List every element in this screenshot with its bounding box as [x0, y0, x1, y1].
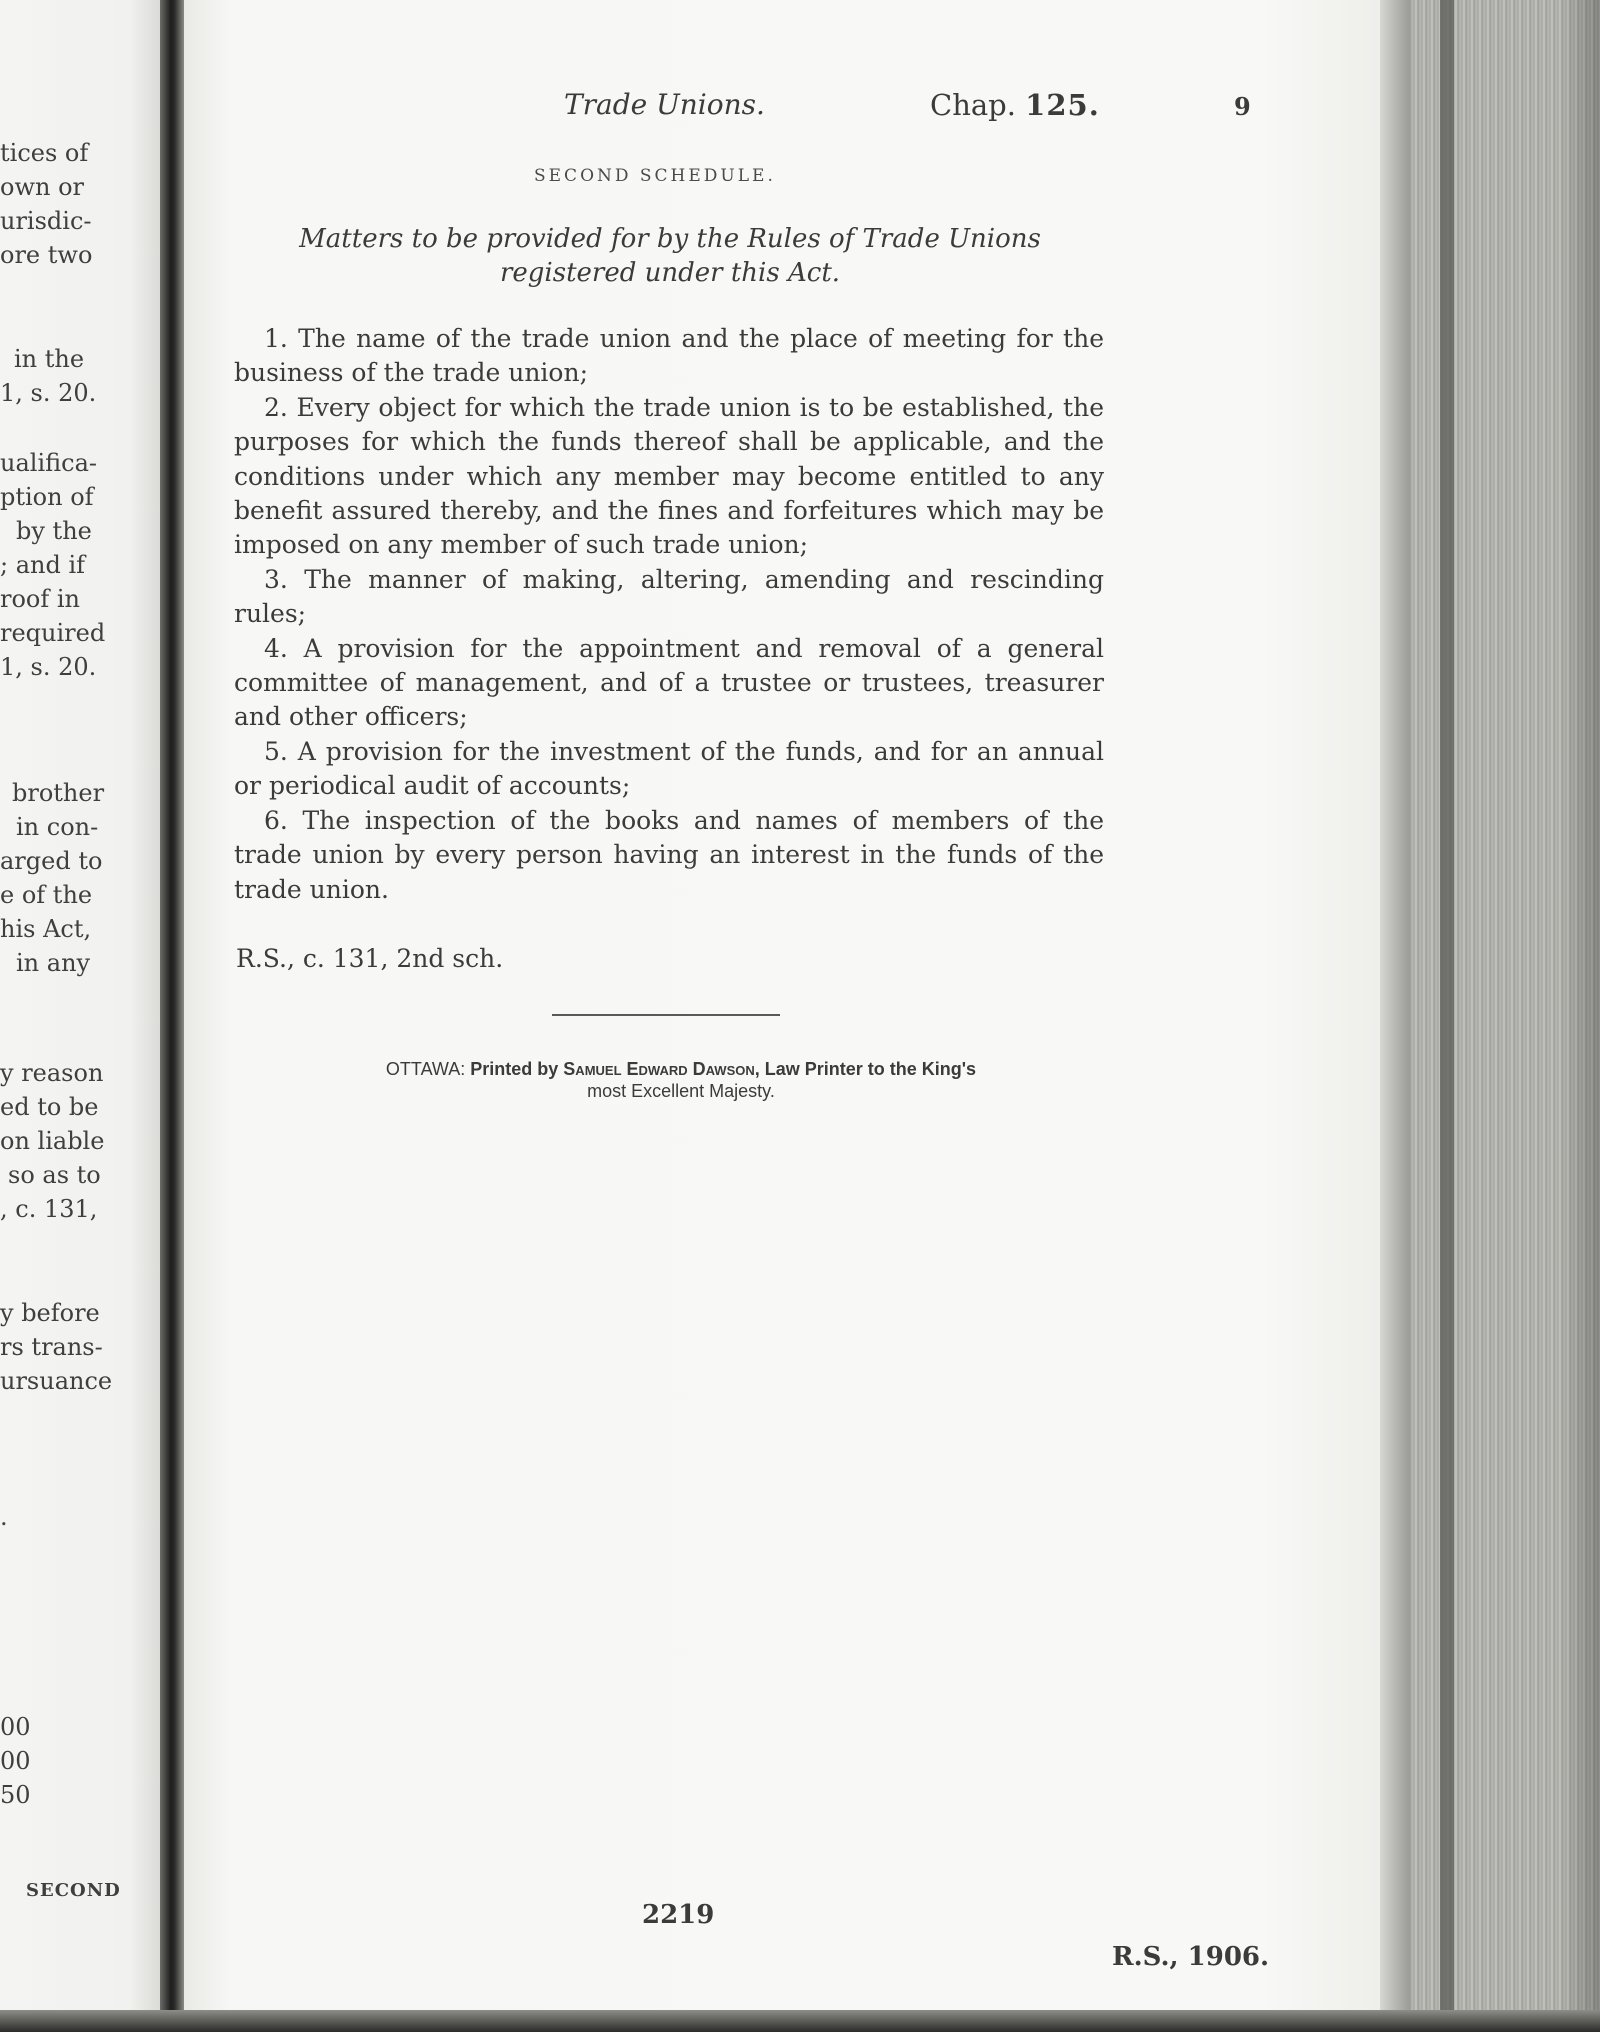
left-fragment: ption of: [0, 483, 94, 511]
left-fragment: roof in: [0, 585, 81, 613]
left-fragment: 00: [0, 1747, 31, 1775]
chapter-label-text: Chap.: [930, 88, 1016, 122]
chapter-number: 125.: [1025, 88, 1100, 122]
fore-edge-shade: [1380, 0, 1410, 2032]
imprint-printer: Samuel Edward Dawson: [563, 1059, 755, 1079]
divider-rule: [552, 1014, 780, 1016]
left-fragment: brother: [12, 779, 105, 807]
left-fragment: ursuance: [0, 1367, 113, 1395]
left-fragment: in any: [16, 949, 91, 977]
schedule-subtitle: [240, 222, 1100, 290]
left-fragment: 1, s. 20.: [0, 653, 97, 681]
left-fragment: rs trans-: [0, 1333, 103, 1361]
left-fragment: urisdic-: [0, 207, 92, 235]
book-gutter: [160, 0, 184, 2032]
left-fragment: so as to: [8, 1161, 101, 1189]
statute-citation: R.S., c. 131, 2nd sch.: [236, 944, 504, 973]
schedule-subtitle-line: Matters to be provided for by the Rules of Trade Unions: [299, 224, 1041, 254]
left-fragment: ed to be: [0, 1093, 99, 1121]
left-fragment: his Act,: [0, 915, 92, 943]
left-fragment: y before: [0, 1299, 100, 1327]
left-fragment: , c. 131,: [0, 1195, 98, 1223]
left-fragment: by the: [16, 517, 92, 545]
left-fragment: tices of: [0, 139, 89, 167]
left-fragment: ore two: [0, 241, 93, 269]
left-fragment: 00: [0, 1713, 31, 1741]
imprint-place: OTTAWA:: [385, 1059, 466, 1079]
schedule-item: 3. The manner of making, altering, amending and rescinding rules;: [234, 564, 1104, 629]
running-title: Trade Unions.: [564, 88, 765, 121]
schedule-item: 6. The inspection of the books and names of members of the trade union by every person having an interest in the funds of the trade union.: [234, 805, 1104, 904]
left-fragment: arged to: [0, 847, 103, 875]
left-fragment: own or: [0, 173, 84, 201]
schedule-item: 1. The name of the trade union and the place of meeting for the business of the trade union;: [234, 324, 1104, 388]
schedule-subtitle-line: registered under this Act.: [499, 258, 841, 288]
main-page: [184, 0, 1380, 2032]
left-page: [0, 0, 162, 2032]
left-fragment: y reason: [0, 1059, 104, 1087]
left-fragment: in the: [14, 345, 85, 373]
left-fragment: e of the: [0, 881, 93, 909]
imprint-printed-by: Printed by: [470, 1059, 559, 1079]
footer-page-total: 2219: [642, 1900, 715, 1930]
book-fore-edge: [1380, 0, 1600, 2032]
left-fragment: ; and if: [0, 551, 86, 579]
left-fragment: ualifica-: [0, 449, 97, 477]
fore-edge-shadow: [1560, 0, 1600, 2032]
left-fragment: 1, s. 20.: [0, 379, 97, 407]
printer-imprint: [236, 1058, 1126, 1102]
fore-edge-band: [1440, 0, 1454, 2032]
left-fragment: in con-: [16, 813, 99, 841]
left-fragment: 50: [0, 1781, 31, 1809]
footer-series: R.S., 1906.: [1112, 1942, 1270, 1972]
page-number: 9: [1234, 92, 1251, 121]
schedule-items: [234, 322, 1104, 907]
imprint-line-1: [236, 1058, 1126, 1080]
schedule-item: 5. A provision for the investment of the funds, and for an annual or periodical audit of accounts;: [234, 736, 1104, 801]
schedule-item: 2. Every object for which the trade union is to be established, the purposes for which the funds thereof shall be applicable, and the conditions under which any member may become entitled to any benefit assured thereby, and the fines and forfeitures which may be imposed on any member of such trade union;: [234, 392, 1104, 560]
schedule-item: 4. A provision for the appointment and removal of a general committee of management, and of a trustee or trustees, treasurer and other officers;: [234, 633, 1104, 732]
left-fragment: on liable: [0, 1127, 105, 1155]
schedule-heading: SECOND SCHEDULE.: [534, 166, 776, 186]
bottom-shadow: [0, 2010, 1600, 2032]
chapter-label: [930, 88, 1100, 122]
imprint-title: , Law Printer to the King's: [754, 1059, 977, 1079]
left-catchword: SECOND: [26, 1880, 121, 1901]
imprint-line-2: most Excellent Majesty.: [587, 1081, 775, 1101]
left-fragment: required: [0, 619, 106, 647]
left-fragment: .: [0, 1503, 8, 1531]
